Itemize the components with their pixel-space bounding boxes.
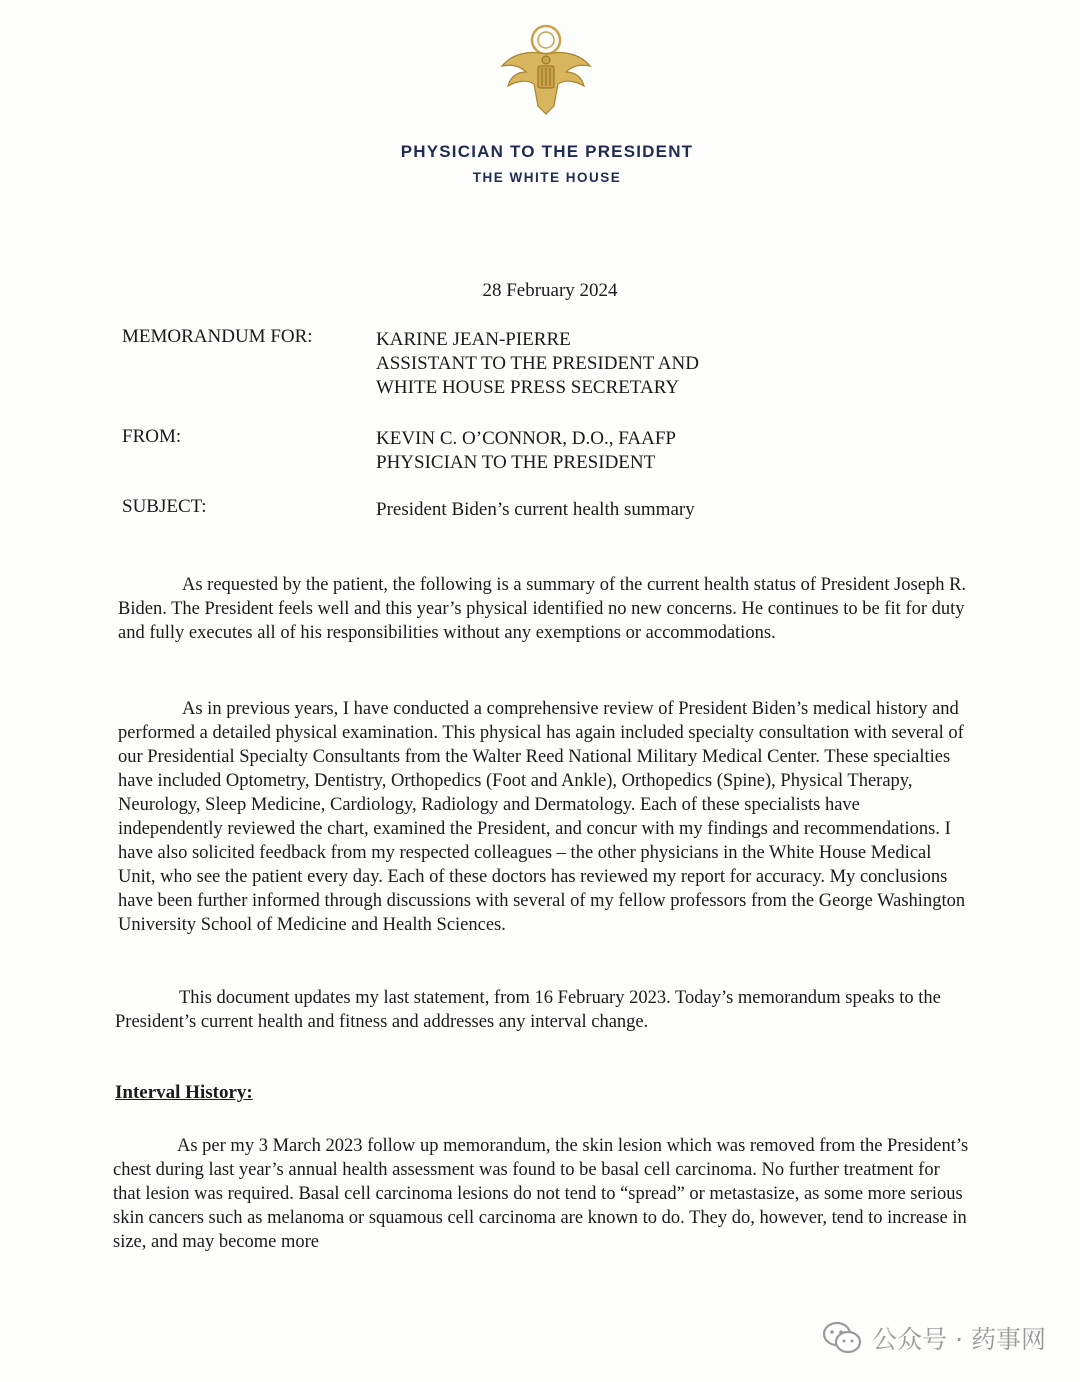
from-sender [376, 427, 676, 475]
section-heading-interval-history: Interval History: [115, 1082, 253, 1103]
watermark-text: 公众号 · 药事网 [872, 1325, 1046, 1354]
watermark [822, 1320, 1046, 1356]
paragraph-review: As in previous years, I have conducted a comprehensive review of President Biden’s medical history and performed a detailed physical examination. This physical has again included specialty consultation with several of our Presidential Specialty Consultants from the Walter Reed National Military Medical Center. These specialties have included Optometry, Dentistry, Orthopedics (Foot and Ankle), Orthopedics (Spine), Physical Therapy, Neurology, Sleep Medicine, Cardiology, Radiology and Dermatology. Each of these specialists have independently reviewed the chart, examined the President, and concur with my findings and recommendations. I have also solicited feedback from my respected colleagues – the other physicians in the White House Medical Unit, who see the patient every day. Each of these doctors has reviewed my report for accuracy. My conclusions have been further informed through discussions with several of my fellow professors from the George Washington University School of Medicine and Health Sciences. [118, 699, 966, 935]
subject-label: SUBJECT: [122, 496, 207, 517]
letterhead-subtitle: THE WHITE HOUSE [472, 170, 622, 185]
memo-date: 28 February 2024 [482, 280, 618, 301]
subject-line: President Biden’s current health summary [376, 499, 695, 520]
paragraph-interval-history: As per my 3 March 2023 follow up memorandum, the skin lesion which was removed from the President’s chest during last year’s annual health assessment was found to be basal cell carcinoma. No further treatment for that lesion was required. Basal cell carcinoma lesions do not tend to “spread” or metastasize, as some more serious skin cancers such as melanoma or squamous cell carcinoma are known to do. They do, however, tend to increase in size, and may become more [113, 1136, 969, 1252]
paragraph-update: This document updates my last statement, from 16 February 2023. Today’s memorandum speaks to the President’s current health and fitness and addresses any interval change. [115, 988, 941, 1032]
memorandum-for-label: MEMORANDUM FOR: [122, 326, 313, 347]
recipient-line: WHITE HOUSE PRESS SECRETARY [376, 377, 680, 398]
memorandum-for-recipient [376, 328, 699, 400]
presidential-seal-icon [498, 20, 594, 120]
from-label: FROM: [122, 426, 182, 447]
paragraph-summary: As requested by the patient, the following is a summary of the current health status of President Joseph R. Biden. The President feels well and this year’s physical identified no new concerns. He continues to be fit for duty and fully executes all of his responsibilities without any exemptions or accommodations. [118, 575, 967, 643]
recipient-line: ASSISTANT TO THE PRESIDENT AND [376, 353, 699, 374]
wechat-icon [822, 1321, 862, 1355]
sender-line: KEVIN C. O’CONNOR, D.O., FAAFP [376, 428, 676, 449]
letterhead-title: PHYSICIAN TO THE PRESIDENT [400, 142, 694, 161]
recipient-line: KARINE JEAN-PIERRE [376, 329, 571, 350]
subject-text [376, 498, 695, 522]
sender-line: PHYSICIAN TO THE PRESIDENT [376, 452, 656, 473]
